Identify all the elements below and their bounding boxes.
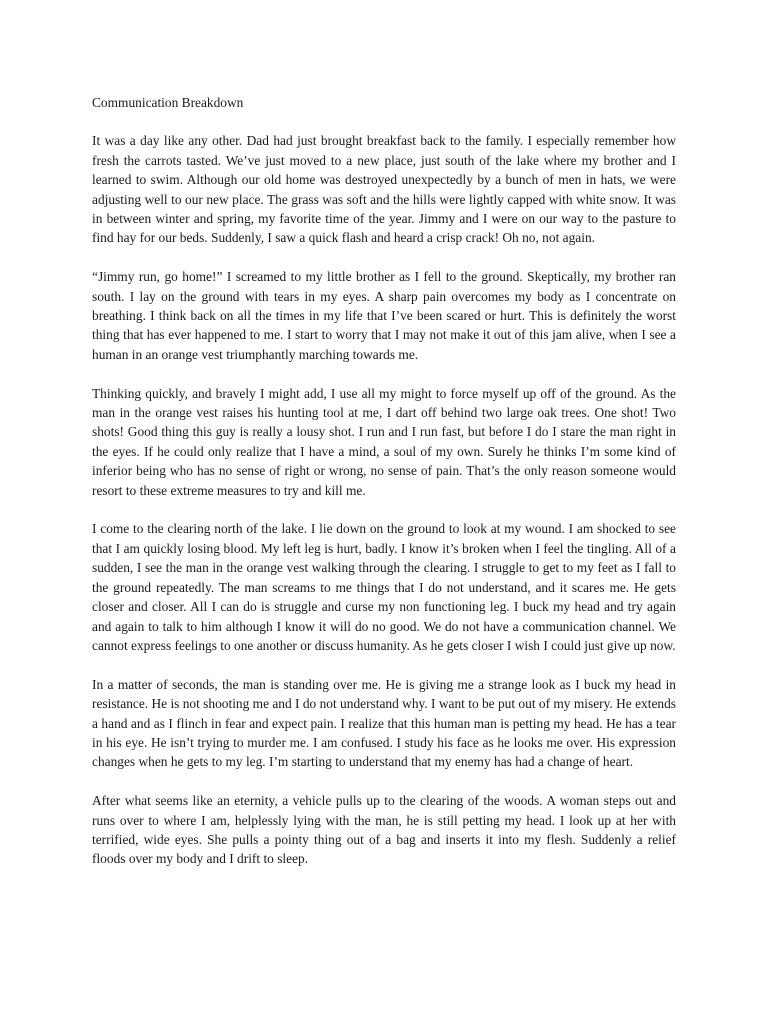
document-body	[92, 93, 676, 888]
paragraph-6: After what seems like an eternity, a vehicle pulls up to the clearing of the woods. A woman steps out and runs over to where I am, helplessly lying with the man, he is still petting my head. I look up at her with terrified, wide eyes. She pulls a pointy thing out of a bag and inserts it into my flesh. Suddenly a relief floods over my body and I drift to sleep.	[92, 793, 676, 867]
paragraph-1: It was a day like any other. Dad had just brought breakfast back to the family. I especially remember how fresh the carrots tasted. We’ve just moved to a new place, just south of the lake where my brother and I learned to swim. Although our old home was destroyed unexpectedly by a bunch of men in hats, we were adjusting well to our new place. The grass was soft and the hills were lightly capped with white snow. It was in between winter and spring, my favorite time of the year. Jimmy and I were on our way to the pasture to find hay for our beds. Suddenly, I saw a quick flash and heard a crisp crack! Oh no, not again.	[92, 133, 676, 246]
paragraph-2: “Jimmy run, go home!” I screamed to my little brother as I fell to the ground. Skeptically, my brother ran south. I lay on the ground with tears in my eyes. A sharp pain overcomes my body as I concentrate on breathing. I think back on all the times in my life that I’ve been scared or hurt. This is definitely the worst thing that has ever happened to me. I start to worry that I may not make it out of this jam alive, when I see a human in an orange vest triumphantly marching towards me.	[92, 269, 676, 362]
document-title: Communication Breakdown	[92, 95, 244, 110]
paragraph-4: I come to the clearing north of the lake. I lie down on the ground to look at my wound. I am shocked to see that I am quickly losing blood. My left leg is hurt, badly. I know it’s broken when I feel the tingling. All of a sudden, I see the man in the orange vest walking through the clearing. I struggle to get to my feet as I fall to the ground repeatedly. The man screams to me things that I do not understand, and it scares me. He gets closer and closer. All I can do is struggle and curse my non functioning leg. I buck my head and try again and again to talk to him although I know it will do no good. We do not have a communication channel. We cannot express feelings to one another or discuss humanity. As he gets closer I wish I could just give up now.	[92, 521, 676, 653]
paragraph-5: In a matter of seconds, the man is standing over me. He is giving me a strange look as I buck my head in resistance. He is not shooting me and I do not understand why. I want to be put out of my misery. He extends a hand and as I flinch in fear and expect pain. I realize that this human man is petting my head. He has a tear in his eye. He isn’t trying to murder me. I am confused. I study his face as he looks me over. His expression changes when he gets to my leg. I’m starting to understand that my enemy has had a change of heart.	[92, 676, 676, 770]
paragraph-3: Thinking quickly, and bravely I might add, I use all my might to force myself up off of the ground. As the man in the orange vest raises his hunting tool at me, I dart off behind two large oak trees. One shot! Two shots! Good thing this guy is really a lousy shot. I run and I run fast, but before I do I stare the man right in the eyes. If he could only realize that I have a mind, a soul of my own. Surely he thinks I’m some kind of inferior being who has no sense of right or wrong, no sense of pain. That’s the only reason someone would resort to these extreme measures to try and kill me.	[92, 385, 676, 498]
